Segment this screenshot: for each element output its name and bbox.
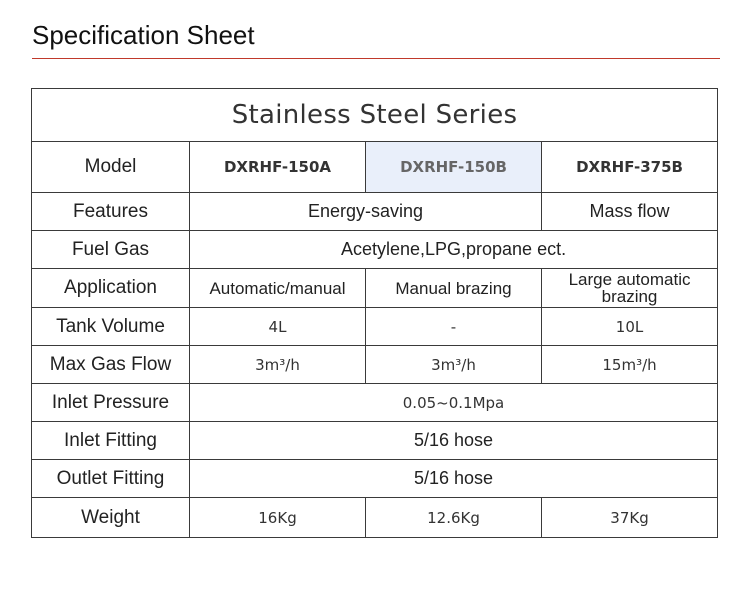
outlet-fitting-cell: 5/16 hose [190,460,718,498]
model-cell-375b: DXRHF-375B [542,142,718,193]
table-row-application [32,269,718,308]
inlet-pressure-cell: 0.05~0.1Mpa [190,384,718,422]
weight-cell-375b: 37Kg [542,498,718,538]
tank-volume-cell-375b: 10L [542,308,718,346]
row-label-tank-volume: Tank Volume [32,308,190,346]
fuel-gas-cell: Acetylene,LPG,propane ect. [190,231,718,269]
spec-table [31,88,718,538]
tank-volume-cell-150b: - [366,308,542,346]
row-label-fuel-gas: Fuel Gas [32,231,190,269]
max-gas-flow-cell-150a: 3m³/h [190,346,366,384]
tank-volume-cell-150a: 4L [190,308,366,346]
row-label-inlet-fitting: Inlet Fitting [32,422,190,460]
table-row-fuel-gas [32,231,718,269]
model-cell-150b: DXRHF-150B [366,142,542,193]
row-label-inlet-pressure: Inlet Pressure [32,384,190,422]
application-cell-150b: Manual brazing [366,269,542,308]
table-row-series [32,89,718,142]
row-label-outlet-fitting: Outlet Fitting [32,460,190,498]
table-row-weight [32,498,718,538]
series-title: Stainless Steel Series [32,89,718,142]
max-gas-flow-cell-150b: 3m³/h [366,346,542,384]
max-gas-flow-cell-375b: 15m³/h [542,346,718,384]
row-label-application: Application [32,269,190,308]
table-row-outlet-fitting [32,460,718,498]
table-row-tank-volume [32,308,718,346]
table-row-inlet-fitting [32,422,718,460]
application-cell-150a: Automatic/manual [190,269,366,308]
row-label-weight: Weight [32,498,190,538]
model-cell-150a: DXRHF-150A [190,142,366,193]
page-title: Specification Sheet [32,20,255,50]
table-row-inlet-pressure [32,384,718,422]
table-row-model [32,142,718,193]
features-cell-energy-saving: Energy-saving [190,193,542,231]
weight-cell-150a: 16Kg [190,498,366,538]
weight-cell-150b: 12.6Kg [366,498,542,538]
application-cell-375b: Large automatic brazing [542,269,718,308]
row-label-features: Features [32,193,190,231]
features-cell-mass-flow: Mass flow [542,193,718,231]
table-row-features [32,193,718,231]
title-divider [32,58,720,59]
row-label-max-gas-flow: Max Gas Flow [32,346,190,384]
row-label-model: Model [32,142,190,193]
table-row-max-gas-flow [32,346,718,384]
inlet-fitting-cell: 5/16 hose [190,422,718,460]
